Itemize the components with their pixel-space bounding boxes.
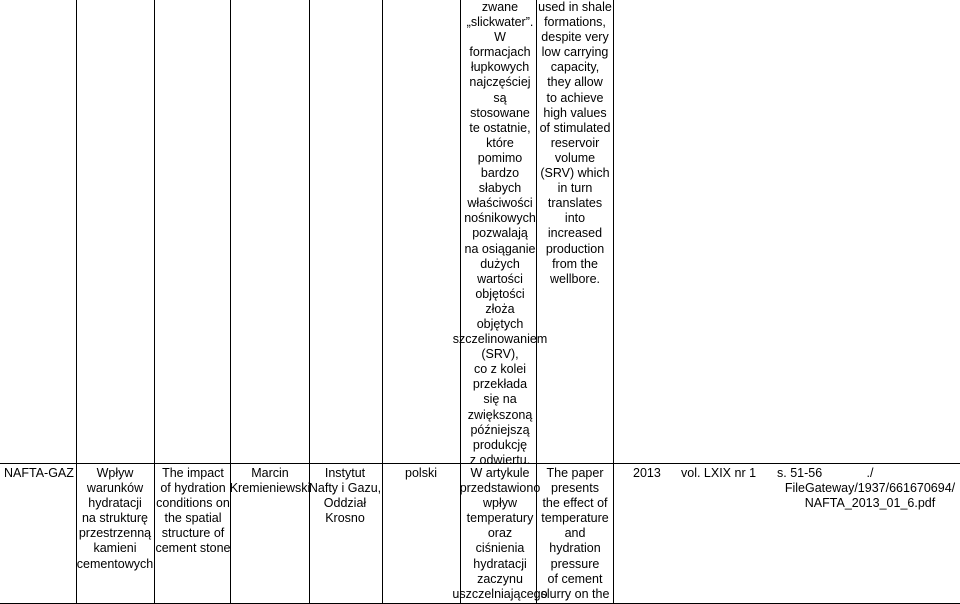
article-link[interactable]: ./ FileGateway/1937/661670694/ NAFTA_2013_01_6.pdf bbox=[784, 466, 956, 511]
volume-number: vol. LXIX nr 1 bbox=[681, 466, 757, 480]
journal-name: NAFTA-GAZ bbox=[4, 466, 74, 480]
institution: Instytut Nafty i Gazu, Oddział Krosno bbox=[308, 466, 382, 526]
polish-abstract: W artykule przedstawiono wpływ temperatury oraz ciśnienia hydratacji zaczynu uszczelniającego bbox=[452, 466, 548, 601]
author-name: Marcin Kremieniewski bbox=[229, 466, 311, 496]
language: polski bbox=[405, 466, 437, 480]
english-abstract-continued: used in shale formations, despite very low carrying capacity, they allow to achieve high values of stimulated reservoir volume (SRV) which in turn translates into increased production from the wellbore. bbox=[538, 0, 612, 286]
publication-year: 2013 bbox=[633, 466, 661, 480]
title-polish: Wpływ warunków hydratacji na strukturę przestrzenną kamieni cementowych bbox=[76, 466, 154, 571]
title-english: The impact of hydration conditions on the spatial structure of cement stone bbox=[155, 466, 231, 556]
page-range: s. 51-56 bbox=[777, 466, 823, 480]
polish-abstract-continued: zwane „slickwater”. W formacjach łupkowych najczęściej są stosowane te ostatnie, które pomimo bardzo słabych właściwości nośnikowych pozwalają na osiąganie dużych wartości objętości złoża objętych szczelinowaniem (SRV), co z kolei przekłada się na zwiększoną późniejszą produkcję z odwiertu. bbox=[452, 0, 548, 467]
english-abstract: The paper presents the effect of temperature and hydration pressure of cement slurry on the bbox=[540, 466, 610, 601]
